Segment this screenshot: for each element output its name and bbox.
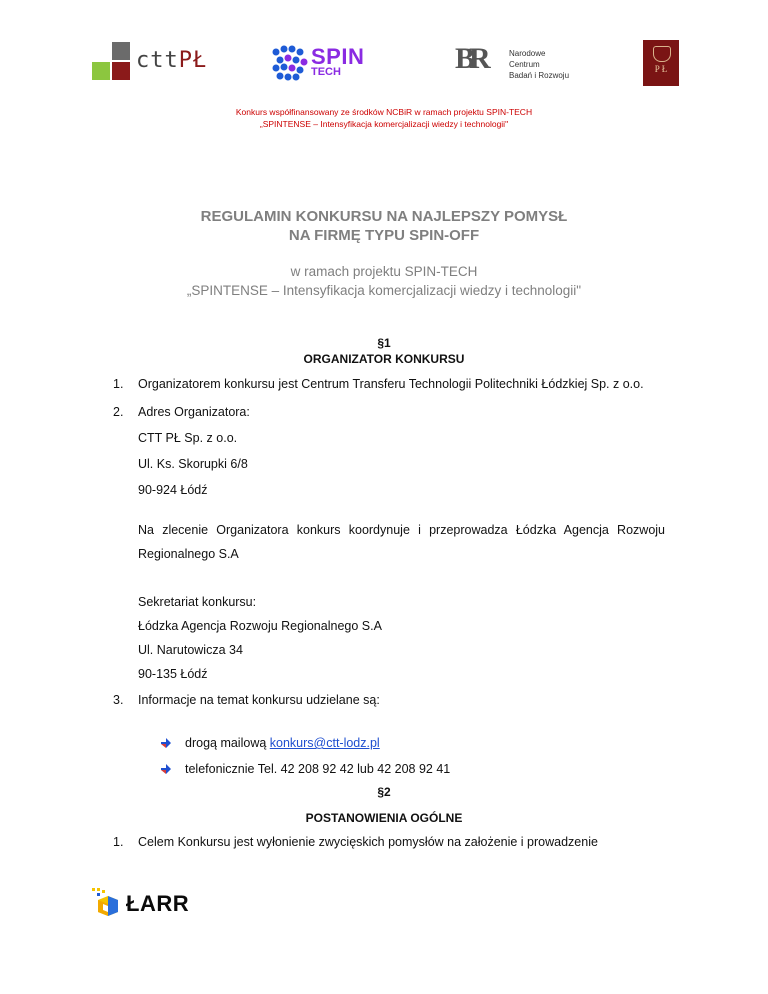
funding-note	[0, 106, 768, 130]
ctt-pl-logo	[92, 42, 222, 84]
s1-item-2-text: Adres Organizatora:	[138, 405, 250, 419]
section-2-title: POSTANOWIENIA OGÓLNE	[305, 811, 463, 825]
bullet-arrow-icon	[160, 763, 172, 775]
ctt-logo-text: cttPŁ	[136, 48, 208, 73]
bullet-phone: telefonicznie Tel. 42 208 92 42 lub 42 208 92 41	[185, 762, 451, 776]
s1-item-2-number: 2.	[113, 405, 124, 419]
larr-word: ŁARR	[126, 891, 190, 916]
address-line-3: 90-924 Łódź	[138, 483, 208, 497]
bullet-arrow-icon	[160, 737, 172, 749]
s1-item-1-number: 1.	[113, 377, 124, 391]
document-title	[0, 207, 768, 245]
title-line-2: NA FIRMĘ TYPU SPIN-OFF	[288, 227, 480, 244]
bullet-email	[185, 735, 380, 751]
subtitle-line-2: „SPINTENSE – Intensyfikacja komercjalizacji wiedzy i technologii"	[186, 283, 582, 298]
secretariat-line-1: Łódzka Agencja Rozwoju Regionalnego S.A	[138, 619, 382, 633]
s1-item-1-text: Organizatorem konkursu jest Centrum Transferu Technologii Politechniki Łódzkiej Sp. z o.o.	[138, 377, 644, 391]
pl-logo-text: P Ł	[654, 64, 668, 74]
s2-item-1-number: 1.	[113, 835, 124, 849]
secretariat-line-3: 90-135 Łódź	[138, 667, 208, 681]
spin-sub: TECH	[311, 66, 341, 78]
spin-word: SPIN	[311, 44, 365, 69]
secretariat-label: Sekretariat konkursu:	[138, 595, 257, 609]
address-line-2: Ul. Ks. Skorupki 6/8	[138, 457, 248, 471]
s1-item-3-number: 3.	[113, 693, 124, 707]
section-1-heading	[0, 335, 768, 367]
funding-line-2: „SPINTENSE – Intensyfikacja komercjalizacji wiedzy i technologii"	[259, 119, 509, 129]
university-crest-icon	[653, 46, 671, 62]
spin-tech-logo	[270, 44, 370, 84]
ncbr-mark: BR	[455, 42, 485, 75]
s1-item-3-text: Informacje na temat konkursu udzielane są:	[138, 693, 380, 707]
email-link[interactable]: konkurs@ctt-lodz.pl	[269, 736, 380, 750]
larr-logo	[92, 888, 202, 918]
ncbr-text: Narodowe Centrum Badań i Rozwoju	[509, 49, 570, 80]
spin-dots-icon	[270, 44, 310, 84]
section-1-number: §1	[377, 336, 391, 350]
secretariat-line-2: Ul. Narutowicza 34	[138, 643, 243, 657]
address-line-1: CTT PŁ Sp. z o.o.	[138, 431, 238, 445]
coordination-line-2: Regionalnego S.A	[138, 547, 239, 561]
title-line-1: REGULAMIN KONKURSU NA NAJLEPSZY POMYSŁ	[200, 208, 568, 225]
politechnika-lodzka-logo	[643, 40, 679, 86]
ncbr-logo	[455, 42, 575, 82]
section-2-heading	[0, 784, 768, 826]
larr-cube-icon	[92, 888, 124, 918]
subtitle-line-1: w ramach projektu SPIN-TECH	[290, 264, 478, 279]
funding-line-1: Konkurs współfinansowany ze środków NCBiR w ramach projektu SPIN-TECH	[235, 107, 533, 117]
s2-item-1-text: Celem Konkursu jest wyłonienie zwycięskich pomysłów na założenie i prowadzenie	[138, 835, 598, 849]
section-2-number: §2	[377, 785, 391, 799]
coordination-line-1: Na zlecenie Organizatora konkurs koordynuje i przeprowadza Łódzka Agencja Rozwoju	[138, 523, 665, 537]
section-1-title: ORGANIZATOR KONKURSU	[303, 352, 465, 366]
bullet-email-label: drogą mailową	[185, 736, 270, 750]
document-subtitle	[0, 262, 768, 300]
